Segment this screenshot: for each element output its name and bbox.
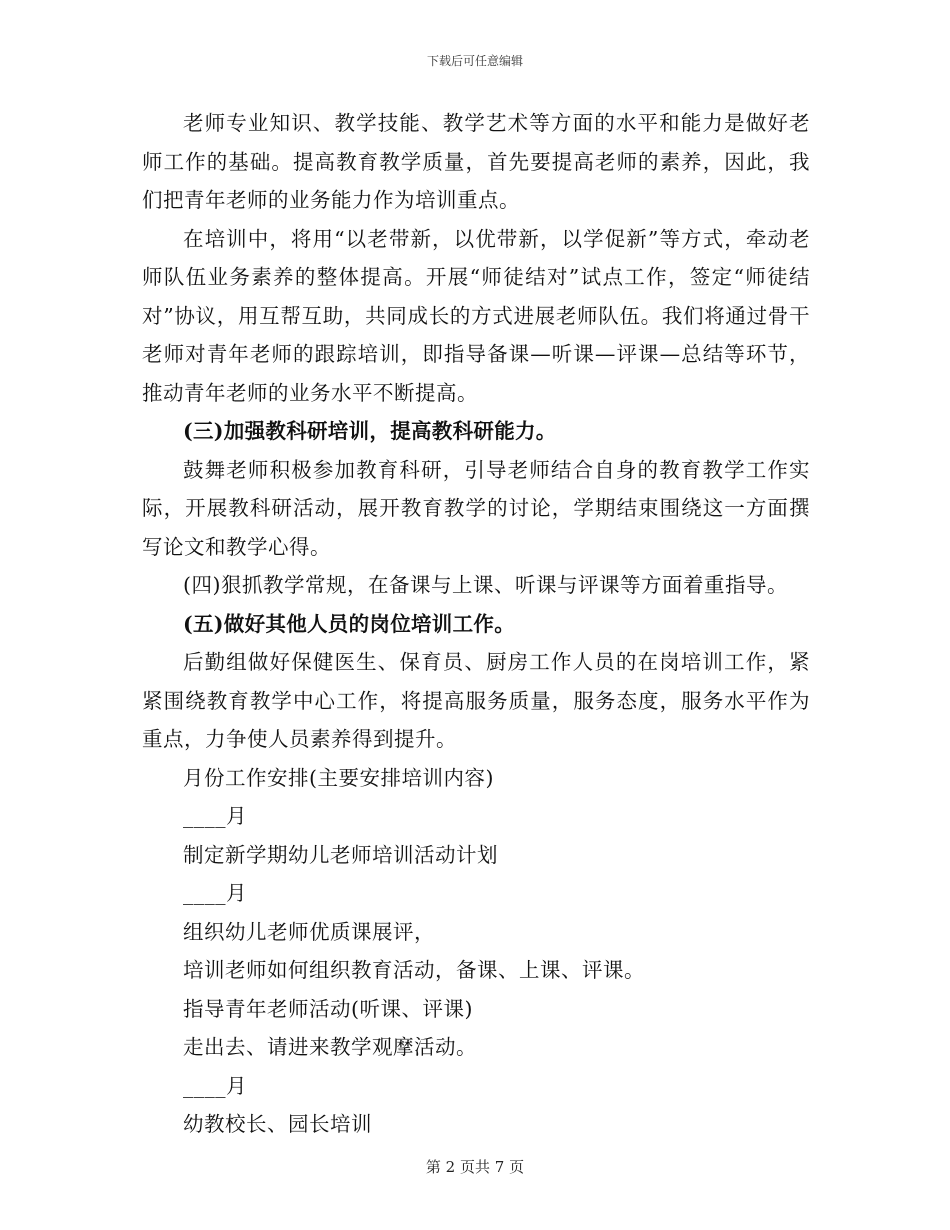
page-header: 下载后可任意编辑 bbox=[426, 54, 523, 68]
schedule-title: 月份工作安排(主要安排培训内容) bbox=[183, 765, 494, 790]
page-footer: 第 2 页共 7 页 bbox=[425, 1158, 525, 1176]
schedule-item: 走出去、请进来教学观摩活动。 bbox=[183, 1035, 477, 1059]
month-blank: ____月 bbox=[183, 1073, 247, 1098]
schedule-item: 指导青年老师活动(听课、评课) bbox=[183, 996, 473, 1021]
month-blank: ____月 bbox=[183, 881, 247, 905]
schedule-item: 培训老师如何组织教育活动，备课、上课、评课。 bbox=[183, 958, 645, 982]
paragraph: (四)狠抓教学常规，在备课与上课、听课与评课等方面着重指导。 bbox=[183, 573, 788, 597]
month-blank: ____月 bbox=[183, 804, 247, 828]
schedule-item: 组织幼儿老师优质课展评， bbox=[183, 919, 435, 944]
schedule-item: 幼教校长、园长培训 bbox=[183, 1112, 372, 1136]
section-heading: (五)做好其他人员的岗位培训工作。 bbox=[183, 611, 515, 636]
paragraph: 老师专业知识、教学技能、教学艺术等方面的水平和能力是做好老师工作的基础。提高教育教学质量，首先要提高老师的素养，因此，我们把青年老师的业务能力作为培训重点。 bbox=[142, 111, 810, 212]
paragraph: 鼓舞老师积极参加教育科研，引导老师结合自身的教育教学工作实际，开展教科研活动，展开教育教学的讨论，学期结束围绕这一方面撰写论文和教学心得。 bbox=[142, 457, 810, 559]
schedule-item: 制定新学期幼儿老师培训活动计划 bbox=[183, 842, 498, 867]
document-body bbox=[142, 104, 810, 1144]
section-heading: (三)加强教科研培训，提高教科研能力。 bbox=[183, 419, 557, 443]
paragraph: 后勤组做好保健医生、保育员、厨房工作人员的在岗培训工作，紧紧围绕教育教学中心工作，将提高服务质量，服务态度，服务水平作为重点，力争使人员素养得到提升。 bbox=[142, 650, 810, 751]
paragraph: 在培训中，将用“以老带新，以优带新，以学促新”等方式，牵动老师队伍业务素养的整体提高。开展“师徒结对”试点工作，签定“师徒结对”协议，用互帮互助，共同成长的方式进展老师队伍。我们将通过骨干老师对青年老师的跟踪培训，即指导备课—听课—评课—总结等环节，推动青年老师的业务水平不断提高。 bbox=[142, 226, 810, 405]
